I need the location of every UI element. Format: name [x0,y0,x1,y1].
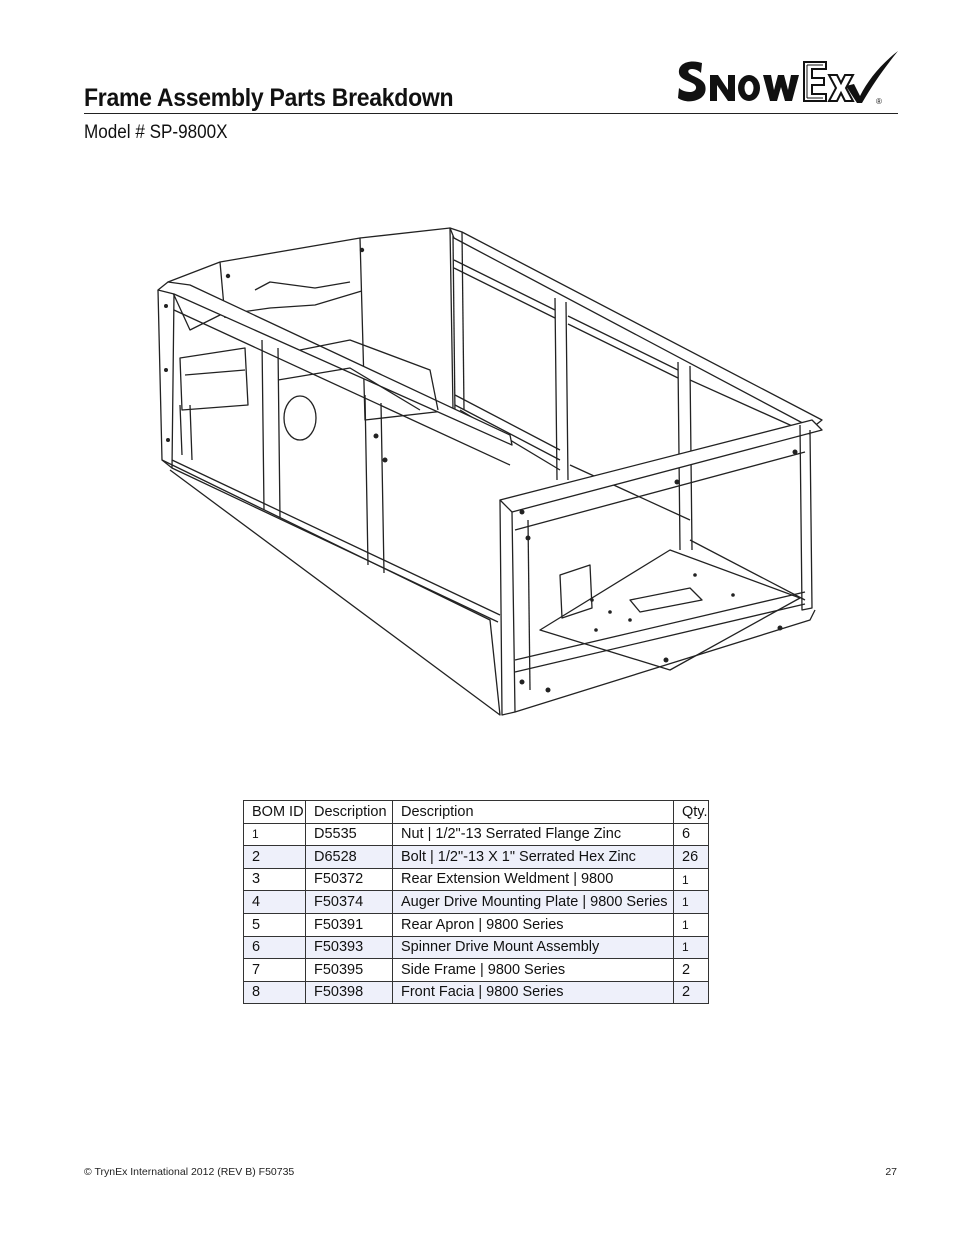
bom-id: 6 [244,936,306,959]
quantity: 2 [674,981,709,1004]
part-description: Auger Drive Mounting Plate | 9800 Series [393,891,674,914]
part-description: Front Facia | 9800 Series [393,981,674,1004]
bom-id: 5 [244,913,306,936]
table-header-row [244,801,709,824]
bom-id: 8 [244,981,306,1004]
title-rule [84,113,898,114]
bom-id: 3 [244,868,306,891]
column-header: Qty. [674,801,709,824]
table-row [244,959,709,982]
bom-id: 4 [244,891,306,914]
table-row [244,981,709,1004]
quantity: 1 [674,936,709,959]
page-number: 27 [885,1166,897,1178]
table-row [244,846,709,869]
page-title: Frame Assembly Parts Breakdown [84,84,454,112]
part-description: Spinner Drive Mount Assembly [393,936,674,959]
quantity: 26 [674,846,709,869]
bom-id: 2 [244,846,306,869]
part-number: D6528 [306,846,393,869]
quantity: 2 [674,959,709,982]
part-description: Rear Extension Weldment | 9800 [393,868,674,891]
table-row [244,891,709,914]
column-header: Description [306,801,393,824]
copyright-notice: © TrynEx International 2012 (REV B) F50735 [84,1166,295,1178]
snowex-logo [676,48,900,108]
part-number: F50393 [306,936,393,959]
table-row [244,936,709,959]
table-row [244,823,709,846]
column-header: BOM ID [244,801,306,824]
quantity: 1 [674,891,709,914]
table-row [244,868,709,891]
part-number: F50372 [306,868,393,891]
part-number: F50398 [306,981,393,1004]
bom-table [243,800,709,1004]
quantity: 1 [674,913,709,936]
part-description: Nut | 1/2"-13 Serrated Flange Zinc [393,823,674,846]
part-number: F50391 [306,913,393,936]
quantity: 6 [674,823,709,846]
part-description: Bolt | 1/2"-13 X 1" Serrated Hex Zinc [393,846,674,869]
bom-id: 1 [244,823,306,846]
quantity: 1 [674,868,709,891]
column-header: Description [393,801,674,824]
model-number: Model # SP-9800X [84,122,228,143]
bom-id: 7 [244,959,306,982]
svg-text:®: ® [876,97,882,106]
part-number: F50374 [306,891,393,914]
frame-assembly-drawing [150,220,830,720]
table-row [244,913,709,936]
part-description: Rear Apron | 9800 Series [393,913,674,936]
part-number: F50395 [306,959,393,982]
part-description: Side Frame | 9800 Series [393,959,674,982]
part-number: D5535 [306,823,393,846]
